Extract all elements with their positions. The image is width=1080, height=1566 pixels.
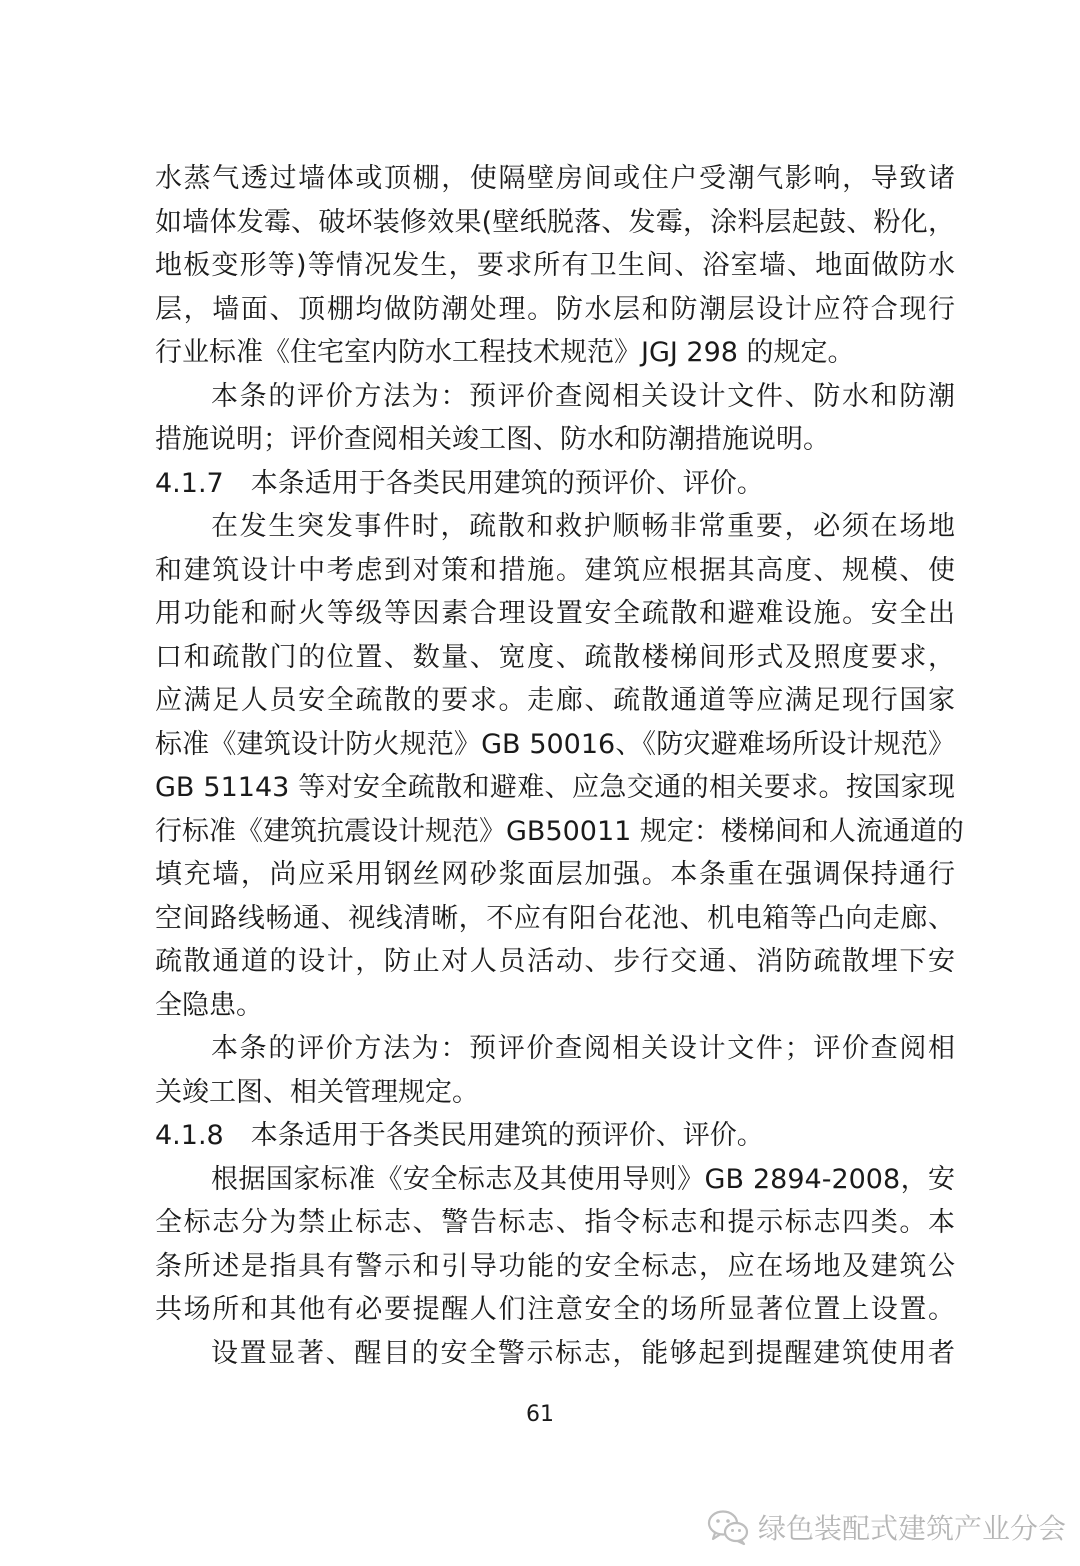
text-line: 和建筑设计中考虑到对策和措施。建筑应根据其高度、规模、使 <box>155 554 955 586</box>
text-line: 设置显著、醒目的安全警示标志，能够起到提醒建筑使用者 <box>211 1337 955 1369</box>
text-line: 口和疏散门的位置、数量、宽度、疏散楼梯间形式及照度要求， <box>155 641 955 673</box>
text-line: 关竣工图、相关管理规定。 <box>155 1076 479 1108</box>
text-line: 填充墙，尚应采用钢丝网砂浆面层加强。本条重在强调保持通行 <box>155 859 955 890</box>
text-line: 措施说明；评价查阅相关竣工图、防水和防潮措施说明。 <box>155 424 830 455</box>
text-line: 行标准《建筑抗震设计规范》GB50011 规定：楼梯间和人流通道的 <box>155 815 964 847</box>
text-line: 本条的评价方法为：预评价查阅相关设计文件、防水和防潮 <box>211 380 955 412</box>
page-number: 61 <box>526 1402 554 1427</box>
text-line: 标准《建筑设计防火规范》GB 50016、《防灾避难场所设计规范》 <box>155 728 955 760</box>
text-line: 全隐患。 <box>155 989 263 1021</box>
text-line: 疏散通道的设计，防止对人员活动、步行交通、消防疏散埋下安 <box>155 946 955 977</box>
text-line: 行业标准《住宅室内防水工程技术规范》JGJ 298 的规定。 <box>155 337 855 368</box>
text-line: 共场所和其他有必要提醒人们注意安全的场所显著位置上设置。 <box>155 1294 955 1325</box>
watermark <box>706 1505 1066 1549</box>
text-line: 地板变形等)等情况发生，要求所有卫生间、浴室墙、地面做防水 <box>155 250 955 281</box>
section-heading: 4.1.8 本条适用于各类民用建筑的预评价、评价。 <box>155 1120 764 1151</box>
text-line: 全标志分为禁止标志、警告标志、指令标志和提示标志四类。本 <box>155 1207 955 1238</box>
text-line: GB 51143 等对安全疏散和避难、应急交通的相关要求。按国家现 <box>155 772 955 803</box>
text-line: 应满足人员安全疏散的要求。走廊、疏散通道等应满足现行国家 <box>155 685 955 716</box>
text-line: 空间路线畅通、视线清晰，不应有阳台花池、机电箱等凸向走廊、 <box>155 902 955 934</box>
text-line: 在发生突发事件时，疏散和救护顺畅非常重要，必须在场地 <box>211 511 955 542</box>
text-line: 水蒸气透过墙体或顶棚，使隔壁房间或住户受潮气影响，导致诸 <box>155 163 955 194</box>
section-heading: 4.1.7 本条适用于各类民用建筑的预评价、评价。 <box>155 467 764 499</box>
text-line: 层，墙面、顶棚均做防潮处理。防水层和防潮层设计应符合现行 <box>155 293 955 325</box>
text-line: 根据国家标准《安全标志及其使用导则》GB 2894-2008，安 <box>211 1163 955 1195</box>
text-line: 条所述是指具有警示和引导功能的安全标志，应在场地及建筑公 <box>155 1250 955 1282</box>
wechat-icon <box>706 1507 750 1547</box>
text-line: 如墙体发霉、破坏装修效果(壁纸脱落、发霉，涂料层起鼓、粉化， <box>155 206 955 238</box>
text-line: 用功能和耐火等级等因素合理设置安全疏散和避难设施。安全出 <box>155 598 955 629</box>
text-line: 本条的评价方法为：预评价查阅相关设计文件；评价查阅相 <box>211 1033 955 1064</box>
body-text <box>155 157 964 1375</box>
watermark-text: 绿色装配式建筑产业分会 <box>758 1512 1067 1545</box>
